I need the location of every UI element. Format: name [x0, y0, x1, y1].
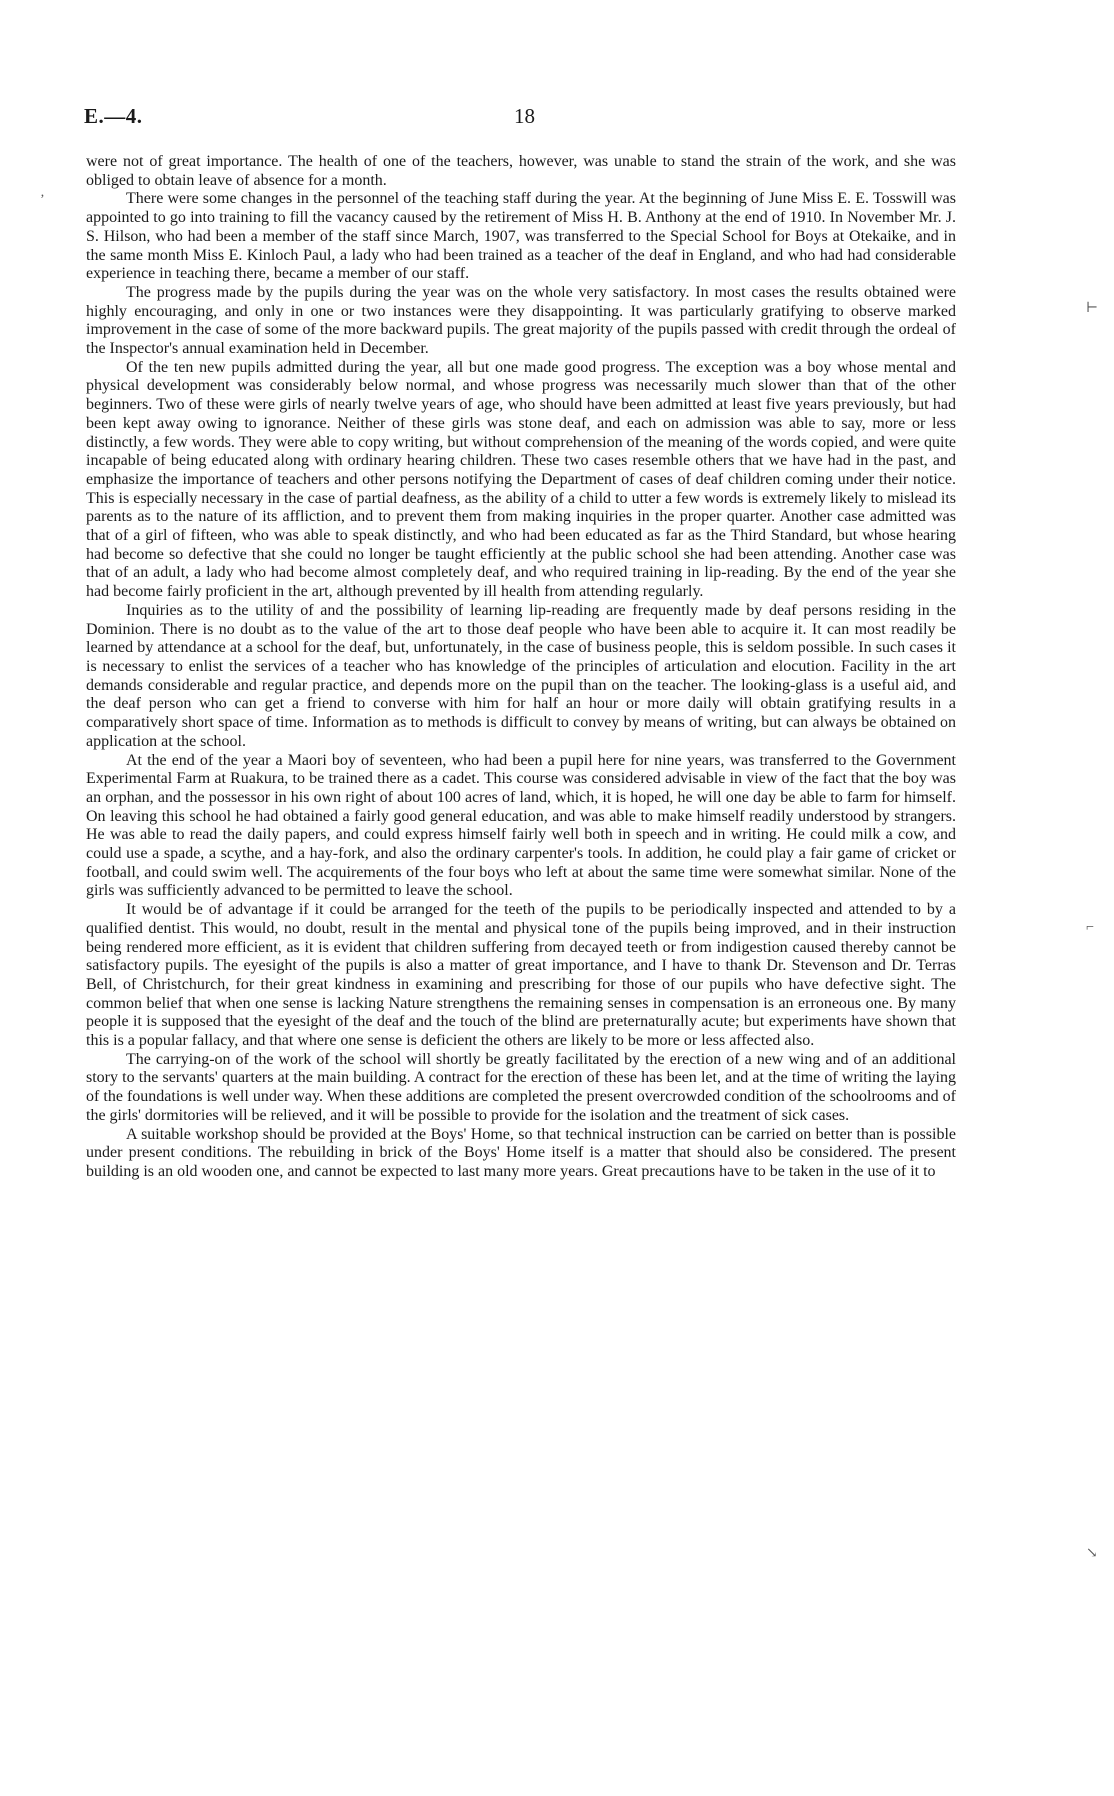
- paragraph-3: The progress made by the pupils during the year was on the whole very satisfactory. In most cases the results obtained were highly encouraging, and only in one or two instances were they disappointing. It was particularly gratifying to observe marked improvement in the case of some of the more backward pupils. The great majority of the pupils passed with credit through the ordeal of the Inspector's annual examination held in December.: [86, 283, 956, 358]
- page-header: [84, 104, 944, 134]
- paragraph-4: Of the ten new pupils admitted during the year, all but one made good progress. The exception was a boy whose mental and physical development was considerably below normal, and whose progress was necessarily much slower than that of the other beginners. Two of these were girls of nearly twelve years of age, who should have been admitted at least five years previously, but had been kept away owing to ignorance. Neither of these girls was stone deaf, and each on admission was able to say, more or less distinctly, a few words. They were able to copy writing, but without comprehension of the meaning of the words copied, and were quite incapable of being educated along with ordinary hearing children. These two cases resemble others that we have had in the past, and emphasize the importance of teachers and other persons notifying the Department of cases of deaf children coming under their notice. This is especially necessary in the case of partial deafness, as the ability of a child to utter a few words is extremely likely to mislead its parents as to the nature of its affliction, and to prevent them from making inquiries in the proper quarter. Another case admitted was that of a girl of fifteen, who was able to speak distinctly, and who had been educated as far as the Third Standard, but whose hearing had become so defective that she could no longer be taught efficiently at the public school she had been attending. Another case was that of an adult, a lady who had become almost completely deaf, and who required training in lip-reading. By the end of the year she had become fairly proficient in the art, although prevented by ill health from attending regularly.: [86, 358, 956, 601]
- margin-mark: ‚: [40, 185, 45, 200]
- margin-mark: ⌐: [1086, 920, 1094, 935]
- margin-mark: ⊢: [1086, 301, 1099, 316]
- document-code: E.—4.: [84, 104, 143, 128]
- margin-mark: ↘: [1086, 1546, 1098, 1561]
- page-number: 18: [514, 104, 535, 128]
- paragraph-1: were not of great importance. The health of one of the teachers, however, was unable to stand the strain of the work, and she was obliged to obtain leave of absence for a month.: [86, 153, 956, 189]
- paragraph-7: It would be of advantage if it could be arranged for the teeth of the pupils to be periodically inspected and attended to by a qualified dentist. This would, no doubt, result in the mental and physical tone of the pupils being improved, and in their instruction being rendered more efficient, as it is evident that children suffering from decayed teeth or from indigestion caused thereby cannot be satisfactory pupils. The eyesight of the pupils is also a matter of great importance, and I have to thank Dr. Stevenson and Dr. Terras Bell, of Christchurch, for their great kindness in examining and prescribing for those of our pupils who have defective sight. The common belief that when one sense is lacking Nature strengthens the remaining senses in compensation is an erroneous one. By many people it is supposed that the eyesight of the deaf and the touch of the blind are preternaturally acute; but experiments have shown that this is a popular fallacy, and that where one sense is deficient the others are likely to be more or less affected also.: [86, 901, 956, 1050]
- paragraph-6: At the end of the year a Maori boy of seventeen, who had been a pupil here for nine years, was transferred to the Government Experimental Farm at Ruakura, to be trained there as a cadet. This course was considered advisable in view of the fact that the boy was an orphan, and the possessor in his own right of about 100 acres of land, which, it is hoped, he will one day be able to farm for himself. On leaving this school he had obtained a fairly good general education, and was able to make himself readily understood by strangers. He was able to read the daily papers, and could express himself fairly well both in speech and in writing. He could milk a cow, and could use a spade, a scythe, and a hay-fork, and also the ordinary carpenter's tools. In addition, he could play a fair game of cricket or football, and could swim well. The acquirements of the four boys who left at about the same time were somewhat similar. None of the girls was sufficiently advanced to be permitted to leave the school.: [86, 751, 956, 900]
- body-text: [86, 153, 956, 1182]
- paragraph-2: There were some changes in the personnel of the teaching staff during the year. At the beginning of June Miss E. E. Tosswill was appointed to go into training to fill the vacancy caused by the retirement of Miss H. B. Anthony at the end of 1910. In November Mr. J. S. Hilson, who had been a member of the staff since March, 1907, was transferred to the Special School for Boys at Otekaike, and in the same month Miss E. Kinloch Paul, a lady who had been trained as a teacher of the deaf in England, and who had had considerable experience in teaching there, became a member of our staff.: [86, 190, 956, 283]
- paragraph-8: The carrying-on of the work of the school will shortly be greatly facilitated by the erection of a new wing and of an additional story to the servants' quarters at the main building. A contract for the erection of these has been let, and at the time of writing the laying of the foundations is well under way. When these additions are completed the present overcrowded condition of the schoolrooms and of the girls' dormitories will be relieved, and it will be possible to provide for the isolation and the treatment of sick cases.: [86, 1050, 956, 1124]
- paragraph-9: A suitable workshop should be provided at the Boys' Home, so that technical instruction can be carried on better than is possible under present conditions. The rebuilding in brick of the Boys' Home itself is a matter that should also be considered. The present building is an old wooden one, and cannot be expected to last many more years. Great precautions have to be taken in the use of it to: [86, 1125, 956, 1180]
- paragraph-5: Inquiries as to the utility of and the possibility of learning lip-reading are frequently made by deaf persons residing in the Dominion. There is no doubt as to the value of the art to those deaf people who have been able to acquire it. It can most readily be learned by attendance at a school for the deaf, but, unfortunately, in the case of business people, this is seldom possible. In such cases it is necessary to enlist the services of a teacher who has knowledge of the principles of articulation and elocution. Facility in the art demands considerable and regular practice, and depends more on the pupil than on the teacher. The looking-glass is a useful aid, and the deaf person who can get a friend to converse with him for half an hour or more daily will obtain gratifying results in a comparatively short space of time. Information as to methods is difficult to convey by means of writing, but can always be obtained on application at the school.: [86, 601, 956, 750]
